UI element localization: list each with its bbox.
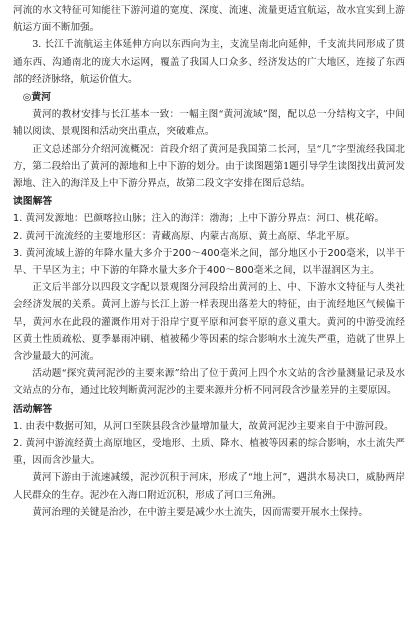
paragraph-navigation-intro: 河流的水文特征可知能往下游河道的宽度、深度、流速、流量更适宜航运，故水宜实到上游航运方面不断加强。 bbox=[13, 5, 405, 34]
activity-answers-heading: 活动解答 bbox=[13, 403, 53, 415]
paragraph-navigation-point-3: 3. 长江千流航运主体延伸方向以东西向为主，支流呈南北向延伸，千支流共同形成了贯通东西、沟通南北的庞大水运网，覆盖了我国人口众多、经济发达的广大地区，连接了东西部的经济脉络，航运价值大。 bbox=[13, 39, 405, 85]
reading-answer-1: 1. 黄河发源地：巴颜喀拉山脉；注入的海洋：渤海；上中下游分界点：河口、桃花峪。 bbox=[13, 213, 385, 225]
paragraph-huanghe-summary: 正文总述部分介绍河流概况：首段介绍了黄河是我国第二长河，呈“几”字型流经我国北方，第二段给出了黄河的源地和上中下游的划分。由于读图题第1题引导学生读图找出黄河发源地、注入的海洋及上中下游分界点，故第二段文字安排在图后总结。 bbox=[13, 143, 405, 190]
activity-answer-4: 黄河治理的关键是治沙，在中游主要是减少水土流失，因而需要开展水土保持。 bbox=[32, 506, 368, 518]
reading-answer-3: 3. 黄河流域上游的年降水量大多介于200～400毫米之间，部分地区小于200毫米，以半干旱、干旱区为主；中下游的年降水量大多介于400～800毫米之间，以半湿润区为主。 bbox=[13, 247, 405, 277]
reading-answers-heading: 读图解答 bbox=[13, 196, 53, 208]
section-heading-huanghe bbox=[13, 89, 405, 106]
activity-answer-1: 1. 由表中数据可知，从河口至陕县段含沙量增加量大，故黄河泥沙主要来自于中游河段。 bbox=[13, 420, 394, 432]
paragraph-huanghe-overview: 黄河的教材安排与长江基本一致：一幅主图“黄河流域”图，配以总一分结构文字，中间辅以阅读、景观图和活动突出重点，突破难点。 bbox=[13, 109, 405, 138]
reading-answer-2: 2. 黄河干流流经的主要地形区：青藏高原、内蒙古高原、黄土高原、华北平原。 bbox=[13, 230, 356, 242]
section-marker-icon: ◎ bbox=[22, 92, 32, 104]
paragraph-activity-intro: 活动题“探究黄河泥沙的主要来源”给出了位于黄河上四个水文站的含沙量测量记录及水文站点的分布，通过比较判断黄河泥沙的主要来源并分析不同河段含沙量差异的主要原因。 bbox=[13, 368, 405, 397]
activity-answer-3: 黄河下游由于流速减缓，泥沙沉积于河床，形成了“地上河”，遇洪水易决口，威胁两岸人民群众的生存。泥沙在入海口附近沉积，形成了河口三角洲。 bbox=[13, 472, 405, 501]
paragraph-river-segments: 正文后半部分以四段文字配以景观图分河段给出黄河的上、中、下游水文特征与人类社会经济发展的关系。黄河上游与长江上游一样表现出落差大的特征，由于流经地区气候偏干旱，黄河水在此段的灌溉作用对于沿岸宁夏平原和河套平原的意义重大。黄河的中游受流经区黄土性质疏松、夏季暴雨冲刷、植被稀少等因素的综合影响水土流失严重，造就了世界上含沙量最大的河流。 bbox=[13, 282, 405, 363]
activity-answer-2: 2. 黄河中游流经黄土高原地区，受地形、土质、降水、植被等因素的综合影响，水土流失严重，因而含沙量大。 bbox=[13, 438, 405, 467]
section-title-huanghe: 黄河 bbox=[31, 92, 51, 104]
